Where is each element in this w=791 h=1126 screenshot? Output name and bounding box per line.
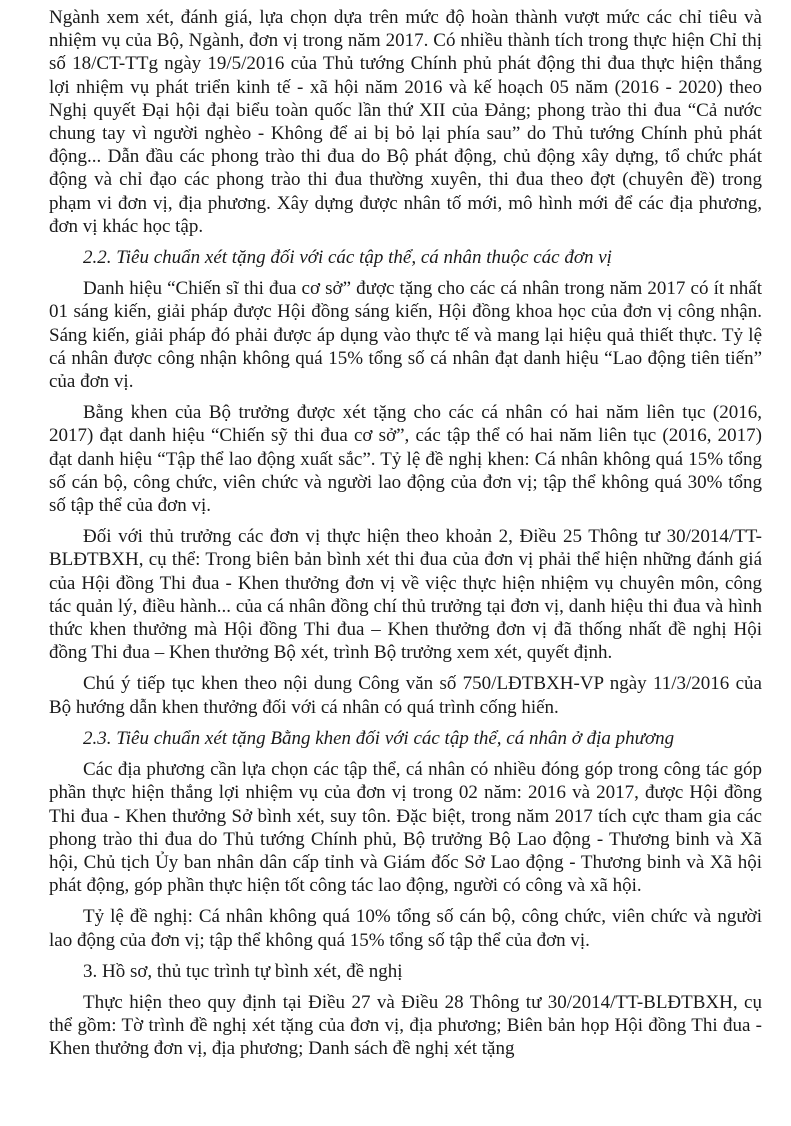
heading-2-2: 2.2. Tiêu chuẩn xét tặng đối với các tập thể, cá nhân thuộc các đơn vị <box>83 247 612 269</box>
paragraph-local-selection: Các địa phương cần lựa chọn các tập thể, cá nhân có nhiều đóng góp trong công tác góp phần thực hiện thắng lợi nhiệm vụ của đơn vị trong 02 năm: 2016 và 2017, được Hội đồng Thi đua - Khen thưởng Sở bình xét, suy tôn. Đặc biệt, trong năm 2017 tích cực tham gia các phong trào thi đua do Thủ tướng Chính phủ, Bộ trưởng Bộ Lao động - Thương binh và Xã hội, Chủ tịch Ủy ban nhân dân cấp tỉnh và Giám đốc Sở Lao động - Thương binh và Xã hội phát động, góp phần thực hiện tốt công tác lao động, người có công và xã hội. <box>49 759 762 897</box>
paragraph-procedure: Thực hiện theo quy định tại Điều 27 và Điều 28 Thông tư 30/2014/TT-BLĐTBXH, cụ thể gồm: Tờ trình đề nghị xét tặng của đơn vị, địa phương; Biên bản họp Hội đồng Thi đua - Khen thưởng đơn vị, địa phương; Danh sách đề nghị xét tặng <box>49 991 762 1060</box>
heading-3: 3. Hồ sơ, thủ tục trình tự bình xét, đề nghị <box>83 960 403 982</box>
heading-2-3: 2.3. Tiêu chuẩn xét tặng Bằng khen đối với các tập thể, cá nhân ở địa phương <box>83 727 675 749</box>
document-page <box>49 6 762 1069</box>
paragraph-criteria-continued: Ngành xem xét, đánh giá, lựa chọn dựa trên mức độ hoàn thành vượt mức các chỉ tiêu và nhiệm vụ của Bộ, Ngành, đơn vị trong năm 2017. Có nhiều thành tích trong thực hiện Chỉ thị số 18/CT-TTg ngày 19/5/2016 của Thủ tướng Chính phủ phát động thi đua thực hiện thắng lợi nhiệm vụ phát triển kinh tế - xã hội năm 2016 và kế hoạch 05 năm (2016 - 2020) theo Nghị quyết Đại hội đại biểu toàn quốc lần thứ XII của Đảng; phong trào thi đua “Cả nước chung tay vì người nghèo - Không để ai bị bỏ lại phía sau” do Thủ tướng Chính phủ phát động... Dẫn đầu các phong trào thi đua do Bộ phát động, chủ động xây dựng, tổ chức phát động và chỉ đạo các phong trào thi đua thường xuyên, thi đua theo đợt (chuyên đề) trong phạm vi đơn vị, địa phương. Xây dựng được nhân tố mới, mô hình mới để các địa phương, đơn vị khác học tập. <box>49 7 762 237</box>
paragraph-emulation-soldier: Danh hiệu “Chiến sĩ thi đua cơ sở” được tặng cho các cá nhân trong năm 2017 có ít nhất 01 sáng kiến, giải pháp được Hội đồng sáng kiến, Hội đồng khoa học của đơn vị công nhận. Sáng kiến, giải pháp đó phải được áp dụng vào thực tế và mang lại hiệu quả thiết thực. Tỷ lệ cá nhân được công nhận không quá 15% tổng số cá nhân đạt danh hiệu “Lao động tiên tiến” của đơn vị. <box>49 278 762 393</box>
paragraph-official-letter-note: Chú ý tiếp tục khen theo nội dung Công văn số 750/LĐTBXH-VP ngày 11/3/2016 của Bộ hướng dẫn khen thưởng đối với cá nhân có quá trình cống hiến. <box>49 673 762 718</box>
paragraph-minister-certificate: Bằng khen của Bộ trưởng được xét tặng cho các cá nhân có hai năm liên tục (2016, 2017) đạt danh hiệu “Chiến sỹ thi đua cơ sở”, các tập thể có hai năm liên tục (2016, 2017) đạt danh hiệu “Tập thể lao động xuất sắc”. Tỷ lệ đề nghị khen: Cá nhân không quá 15% tổng số cán bộ, công chức, viên chức và người lao động của đơn vị; tập thể không quá 30% tổng số tập thể của đơn vị. <box>49 402 762 517</box>
paragraph-unit-heads: Đối với thủ trưởng các đơn vị thực hiện theo khoản 2, Điều 25 Thông tư 30/2014/TT-BLĐTBXH, cụ thể: Trong biên bản bình xét thi đua của đơn vị phải thể hiện những đánh giá của Hội đồng Thi đua - Khen thưởng đơn vị về việc thực hiện nhiệm vụ chuyên môn, công tác quản lý, điều hành... của cá nhân đồng chí thủ trưởng tại đơn vị, danh hiệu thi đua và hình thức khen thưởng mà Hội đồng Thi đua – Khen thưởng đơn vị đã thống nhất đề nghị Hội đồng Thi đua – Khen thưởng Bộ xét, trình Bộ trưởng xem xét, quyết định. <box>49 526 762 664</box>
paragraph-proposal-ratio: Tỷ lệ đề nghị: Cá nhân không quá 10% tổng số cán bộ, công chức, viên chức và người lao động của đơn vị; tập thể không quá 15% tổng số tập thể của đơn vị. <box>49 906 762 951</box>
